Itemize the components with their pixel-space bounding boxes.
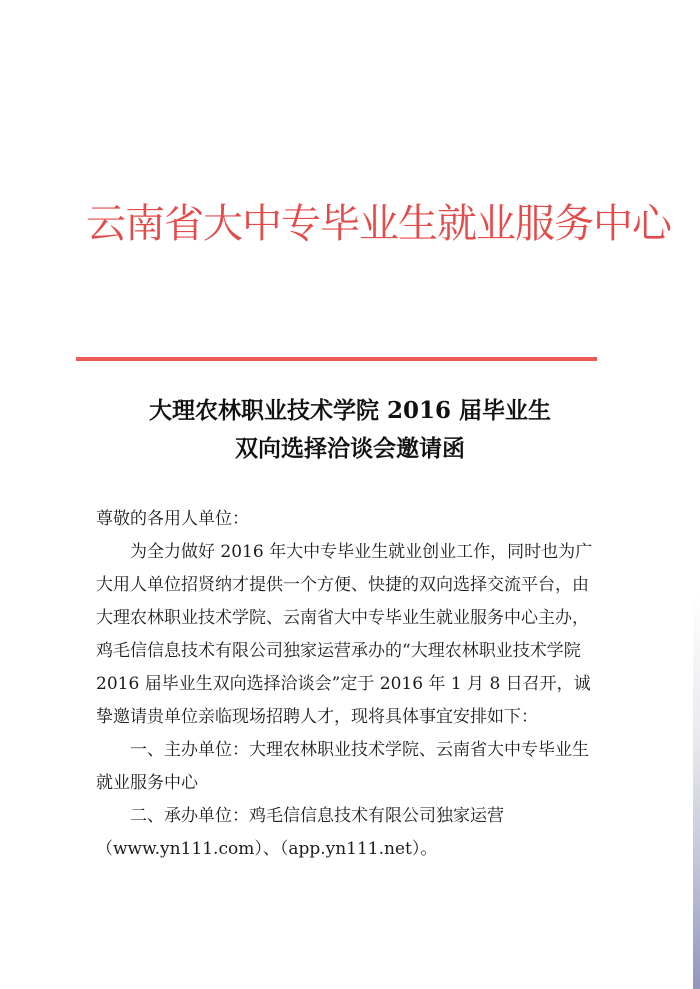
- intro-paragraph: 为全力做好 2016 年大中专毕业生就业创业工作，同时也为广大用人单位招贤纳才提供一个方便、快捷的双向选择交流平台，由大理农林职业技术学院、云南省大中专毕业生就业服务中心主办，鸡毛信信息技术有限公司独家运营承办的“大理农林职业技术学院 2016 届毕业生双向选择洽谈会”定于 2016 年 1 月 8 日召开，诚挚邀请贵单位亲临现场招聘人才，现将具体事宜安排如下：: [96, 542, 593, 727]
- item-organizer: 一、主办单位：大理农林职业技术学院、云南省大中专毕业生就业服务中心: [96, 740, 589, 793]
- red-divider-rule: [76, 357, 597, 361]
- scan-edge-stripe: [693, 0, 700, 989]
- issuing-organization-header: 云南省大中专毕业生就业服务中心: [86, 201, 671, 247]
- salutation: 尊敬的各用人单位：: [96, 509, 249, 529]
- item-undertaker: 二、承办单位：鸡毛信信息技术有限公司独家运营（www.yn111.com）、（app.yn111.net）。: [96, 806, 504, 859]
- letter-body: [96, 503, 596, 866]
- document-title-line-2: 双向选择洽谈会邀请函: [235, 435, 465, 462]
- document-title: [76, 392, 624, 468]
- document-title-line-1: 大理农林职业技术学院 2016 届毕业生: [148, 397, 552, 424]
